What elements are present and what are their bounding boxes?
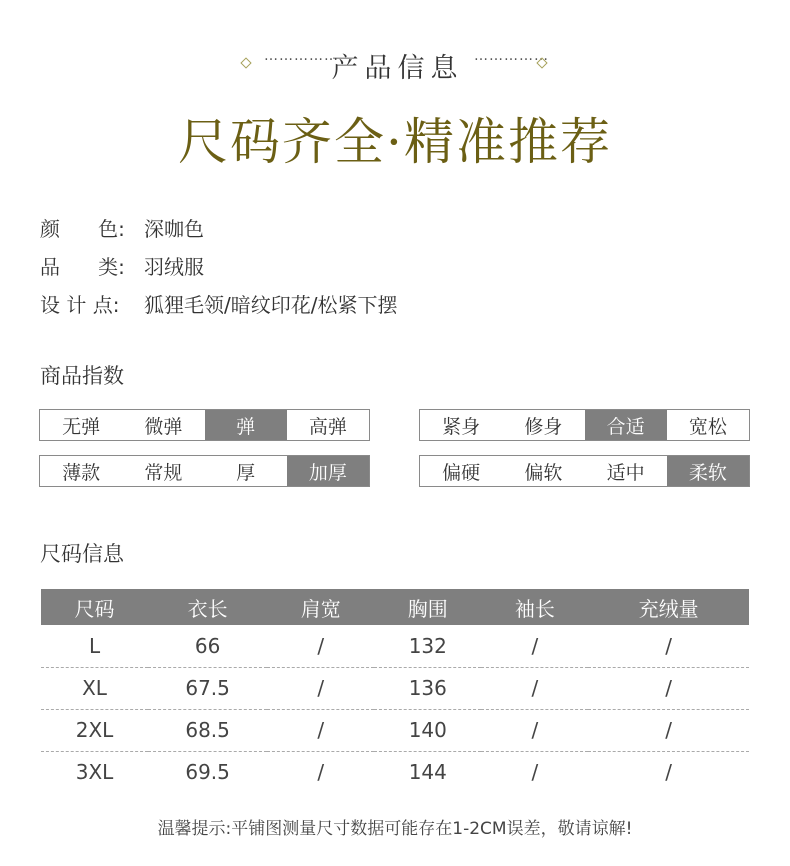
index-option: 弹 [205,410,287,440]
table-cell: 69.5 [185,760,230,785]
main-title: 尺码齐全·精准推荐 [178,113,612,171]
index-group-thickness [39,455,370,487]
table-cell: 66 [148,625,267,667]
index-option: 厚 [236,461,256,484]
table-row [41,625,749,667]
column-header: 胸围 [374,589,481,625]
table-cell: 136 [374,667,481,709]
index-group-softness [419,455,750,487]
table-cell: 67.5 [148,667,267,709]
table-cell: / [481,625,588,667]
info-value: 羽绒服 [144,254,204,279]
tip-note: 温馨提示:平铺图测量尺寸数据可能存在1-2CM误差，敬请谅解! [157,819,633,839]
info-value: 深咖色 [144,216,204,241]
index-option: 薄款 [62,461,101,484]
index-option: 修身 [524,415,563,438]
index-option: 偏软 [524,461,563,484]
table-cell: 144 [408,760,447,785]
table-cell: / [531,760,539,785]
index-group-fit [419,409,750,441]
table-cell: 132 [374,625,481,667]
header-dots-right: …………… [474,48,549,64]
header-dots-left: …………… [264,48,339,64]
column-header: 充绒量 [588,589,749,625]
table-cell: / [267,625,374,667]
table-cell: 3XL [75,760,114,785]
index-option: 加厚 [287,456,369,486]
section-header [0,44,790,84]
table-cell: 2XL [41,709,148,751]
table-cell: / [588,625,749,667]
table-cell: / [481,709,588,751]
diamond-ornament-icon [240,57,251,68]
table-header-row [41,589,749,625]
column-header: 袖长 [481,589,588,625]
table-cell: / [588,709,749,751]
table-cell: / [665,760,673,785]
index-option: 常规 [144,461,183,484]
column-header: 尺码 [41,589,148,625]
table-row [41,709,749,751]
table-cell: L [41,625,148,667]
info-row-color [40,208,397,246]
info-row-category [40,246,397,284]
info-value: 狐狸毛领/暗纹印花/松紧下摆 [144,292,398,317]
index-option: 适中 [606,461,645,484]
info-label: 设 计 点: [40,292,120,317]
table-cell: XL [41,667,148,709]
table-cell: 140 [374,709,481,751]
info-row-design [40,284,397,322]
table-cell: / [267,709,374,751]
index-option: 偏硬 [442,461,481,484]
product-info [40,208,397,322]
table-row [41,667,749,709]
table-cell: / [481,667,588,709]
index-option: 紧身 [442,415,481,438]
index-option: 柔软 [667,456,749,486]
index-option: 宽松 [688,415,727,438]
table-cell: / [267,667,374,709]
column-header: 肩宽 [267,589,374,625]
index-option: 无弹 [62,415,101,438]
table-cell: 68.5 [148,709,267,751]
column-header: 衣长 [148,589,267,625]
index-option: 微弹 [144,415,183,438]
size-section-title: 尺码信息 [40,542,124,566]
size-table [41,589,749,793]
index-option: 合适 [585,410,667,440]
index-option: 高弹 [308,415,347,438]
index-group-elasticity [39,409,370,441]
table-cell: / [317,760,325,785]
table-row [41,751,749,793]
header-title: 产品信息 [331,53,464,84]
info-label: 颜 色: [40,216,125,241]
info-label: 品 类: [40,254,125,279]
table-cell: / [588,667,749,709]
index-section-title: 商品指数 [40,364,124,388]
